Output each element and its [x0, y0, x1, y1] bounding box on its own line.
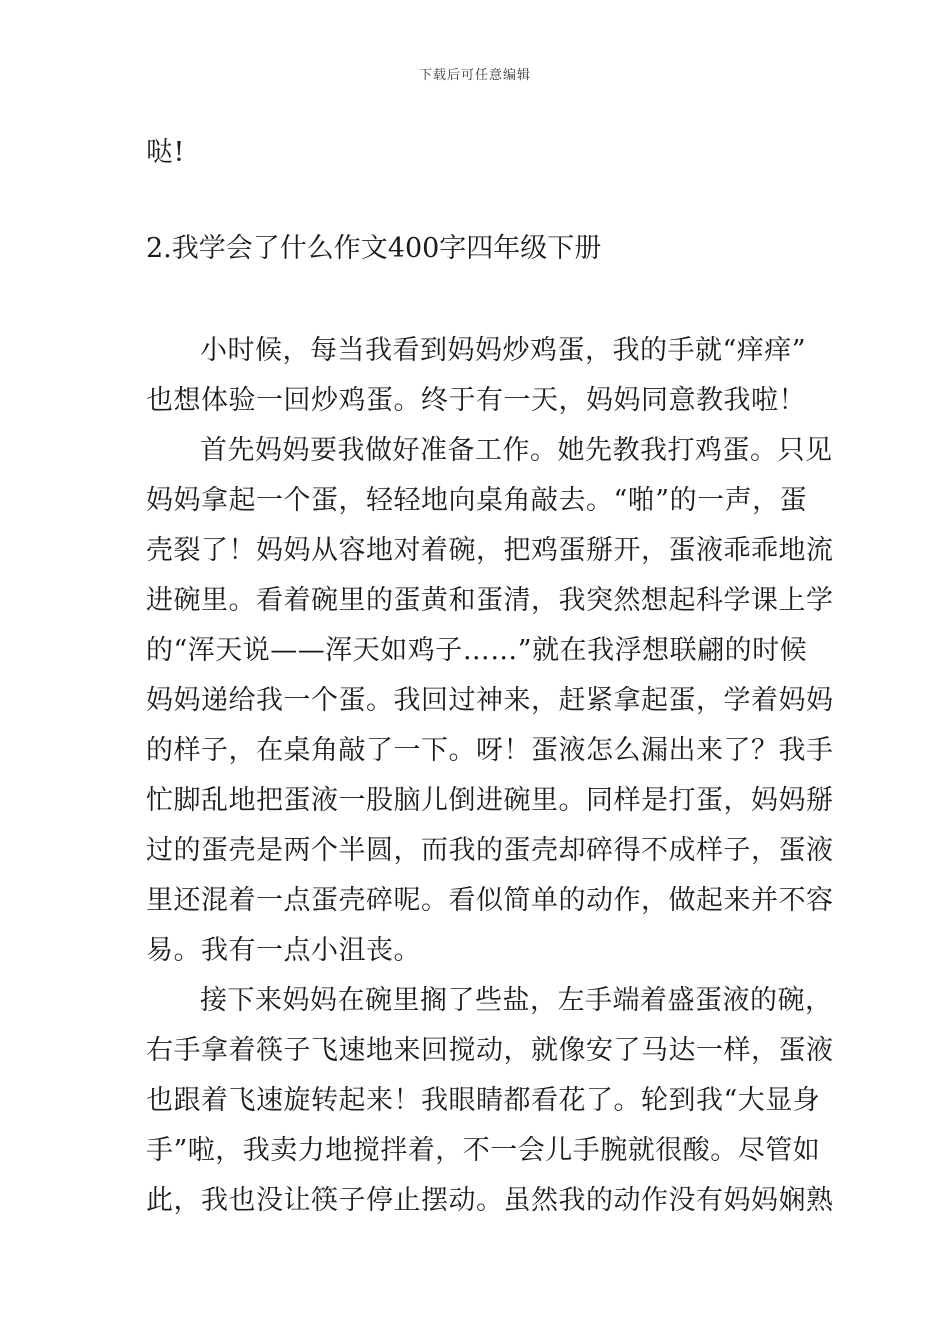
article-body [146, 326, 834, 1226]
page-header-note: 下载后可任意编辑 [418, 68, 531, 83]
paragraph-line: 壳裂了！妈妈从容地对着碗，把鸡蛋掰开，蛋液乖乖地流 [146, 535, 834, 566]
paragraph-line: 妈妈拿起一个蛋，轻轻地向桌角敲去。“啪”的一声，蛋 [146, 485, 808, 516]
paragraph-line: 里还混着一点蛋壳碎呢。看似简单的动作，做起来并不容 [146, 885, 834, 916]
paragraph-line: 进碗里。看着碗里的蛋黄和蛋清，我突然想起科学课上学 [146, 585, 834, 616]
paragraph-line: 易。我有一点小沮丧。 [146, 935, 421, 966]
article-heading: 2.我学会了什么作文400字四年级下册 [146, 233, 602, 264]
paragraph-line: 首先妈妈要我做好准备工作。她先教我打鸡蛋。只见 [200, 435, 833, 466]
paragraph-3 [146, 976, 834, 1226]
paragraph-line: 小时候，每当我看到妈妈炒鸡蛋，我的手就“痒痒” [200, 335, 807, 366]
paragraph-line: 忙脚乱地把蛋液一股脑儿倒进碗里。同样是打蛋，妈妈掰 [146, 785, 834, 816]
paragraph-line: 也想体验一回炒鸡蛋。终于有一天，妈妈同意教我啦！ [146, 385, 806, 416]
paragraph-line: 此，我也没让筷子停止摆动。虽然我的动作没有妈妈娴熟 [146, 1185, 834, 1216]
paragraph-line: 也跟着飞速旋转起来！我眼睛都看花了。轮到我“大显身 [146, 1085, 821, 1116]
paragraph-line: 的“浑天说——浑天如鸡子……”就在我浮想联翩的时候 [146, 635, 808, 666]
paragraph-2 [146, 426, 834, 976]
previous-article-tail [146, 128, 810, 178]
paragraph-line: 妈妈递给我一个蛋。我回过神来，赶紧拿起蛋，学着妈妈 [146, 685, 834, 716]
paragraph-line: 的样子，在桌角敲了一下。呀！蛋液怎么漏出来了？我手 [146, 735, 834, 766]
paragraph-line: 过的蛋壳是两个半圆，而我的蛋壳却碎得不成样子，蛋液 [146, 835, 834, 866]
paragraph-line: 手”啦，我卖力地搅拌着，不一会儿手腕就很酸。尽管如 [146, 1135, 821, 1166]
paragraph-line: 右手拿着筷子飞速地来回搅动，就像安了马达一样，蛋液 [146, 1035, 834, 1066]
tail-text: 哒! [146, 137, 185, 168]
paragraph-1 [146, 326, 810, 426]
paragraph-line: 接下来妈妈在碗里搁了些盐，左手端着盛蛋液的碗， [200, 985, 833, 1016]
